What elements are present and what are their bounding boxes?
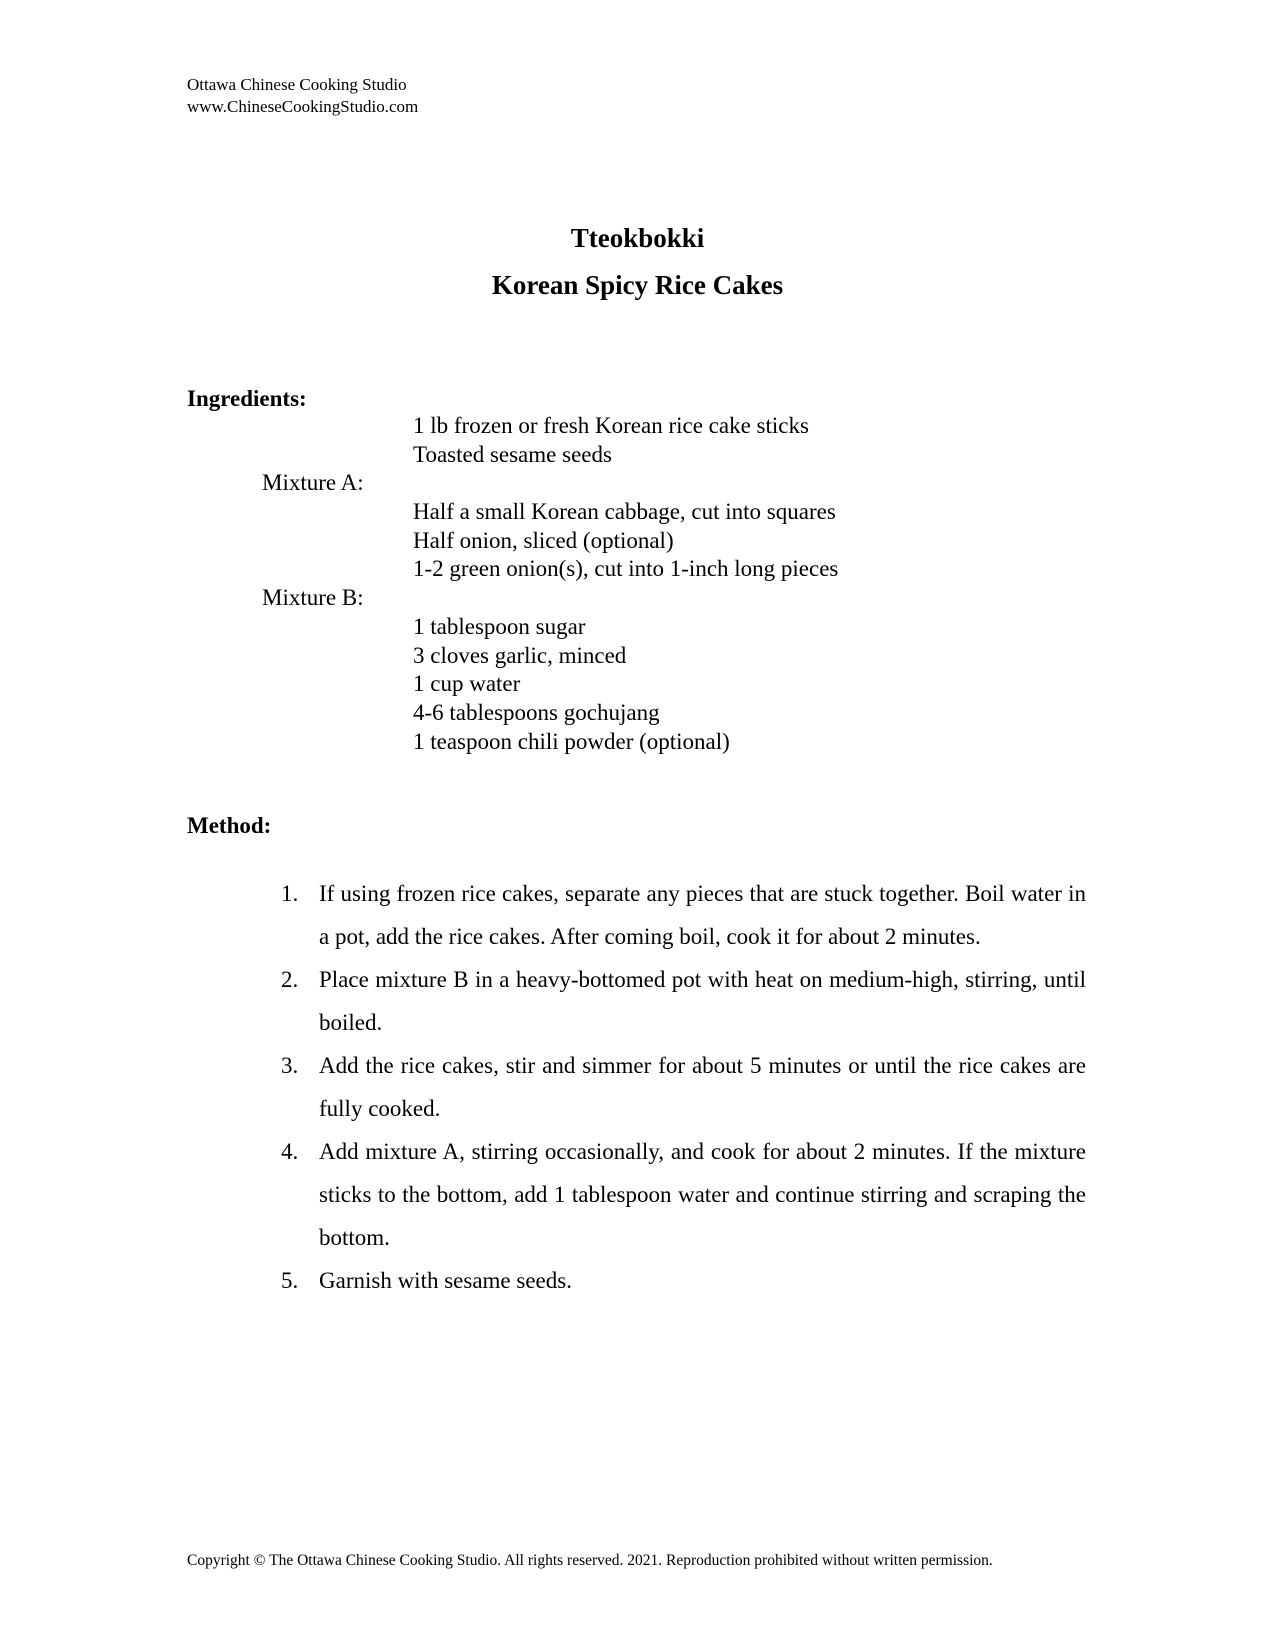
step-number: 3.: [281, 1053, 299, 1078]
ingredient-item: Toasted sesame seeds: [413, 441, 612, 467]
ingredient-item: 1-2 green onion(s), cut into 1-inch long pieces: [413, 556, 839, 582]
method-step: [0, 958, 1275, 1044]
step-text: If using frozen rice cakes, separate any pieces that are stuck together. Boil water in a pot, add the rice cakes. After coming boil, cook it for about 2 minutes.: [319, 881, 1086, 949]
ingredient-item: 3 cloves garlic, minced: [413, 642, 627, 668]
method-step: [0, 1259, 1275, 1302]
ingredient-item: 1 teaspoon chili powder (optional): [413, 728, 730, 754]
step-number: 5.: [281, 1268, 299, 1293]
ingredient-item: 1 cup water: [413, 671, 521, 697]
step-number: 1.: [281, 881, 299, 906]
mixture-a-label: Mixture A:: [262, 470, 364, 496]
method-heading: Method:: [187, 813, 272, 838]
org-name: Ottawa Chinese Cooking Studio: [187, 75, 407, 94]
ingredients-heading: Ingredients:: [187, 386, 307, 411]
step-number: 2.: [281, 967, 299, 992]
method-steps: [0, 872, 1275, 1302]
step-text: Place mixture B in a heavy-bottomed pot with heat on medium-high, stirring, until boiled.: [319, 967, 1086, 1035]
step-number: 4.: [281, 1139, 299, 1164]
ingredient-item: Half a small Korean cabbage, cut into squares: [413, 499, 836, 525]
step-text: Garnish with sesame seeds.: [319, 1268, 572, 1293]
ingredient-item: 4-6 tablespoons gochujang: [413, 699, 660, 725]
ingredient-item: Half onion, sliced (optional): [413, 527, 674, 553]
method-step: [0, 1130, 1275, 1259]
recipe-subtitle: Korean Spicy Rice Cakes: [491, 270, 784, 300]
copyright-footer: Copyright © The Ottawa Chinese Cooking Studio. All rights reserved. 2021. Reproduction prohibited without written permission.: [187, 1552, 993, 1569]
mixture-b-label: Mixture B:: [262, 585, 364, 611]
step-text: Add the rice cakes, stir and simmer for about 5 minutes or until the rice cakes are fully cooked.: [319, 1053, 1086, 1121]
ingredient-item: 1 tablespoon sugar: [413, 613, 586, 639]
ingredient-item: 1 lb frozen or fresh Korean rice cake sticks: [413, 413, 809, 438]
page-header: [187, 74, 418, 118]
recipe-title: Tteokbokki: [570, 223, 705, 253]
website-text: www.ChineseCookingStudio.com: [187, 97, 419, 116]
method-step: [0, 1044, 1275, 1130]
method-step: [0, 872, 1275, 958]
step-text: Add mixture A, stirring occasionally, and cook for about 2 minutes. If the mixture sticks to the bottom, add 1 tablespoon water and continue stirring and scraping the bottom.: [319, 1139, 1086, 1250]
